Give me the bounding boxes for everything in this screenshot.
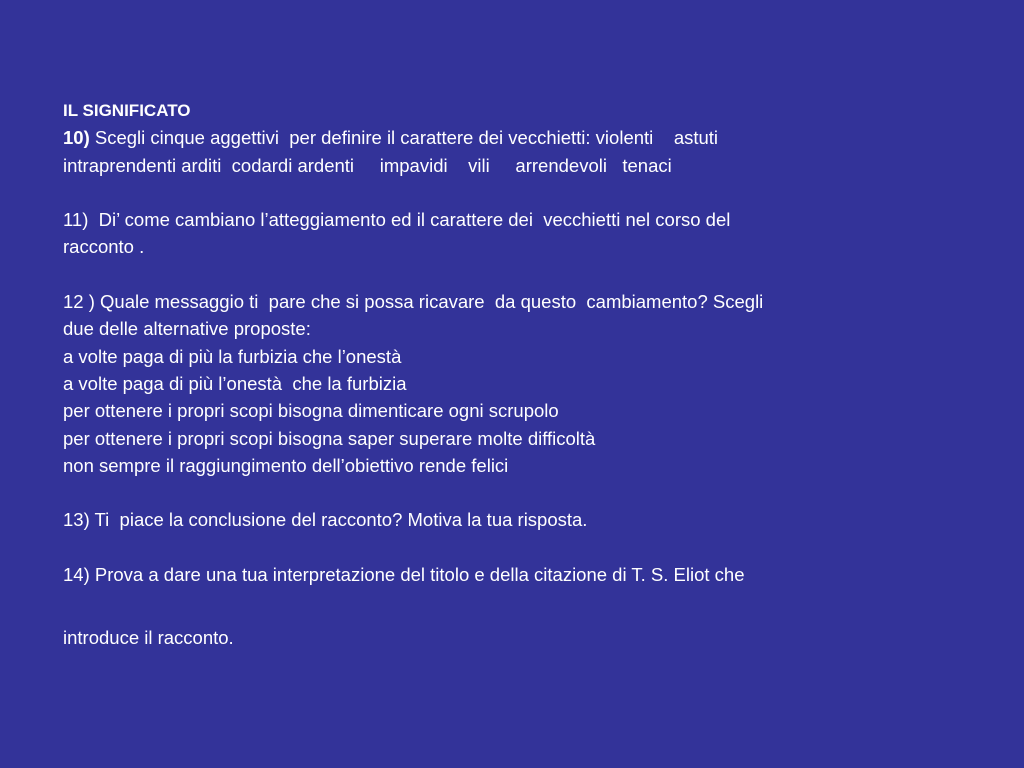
question-10-text: Scegli cinque aggettivi per definire il carattere dei vecchietti: violenti astuti (89, 127, 719, 149)
question-12-option-3: per ottenere i propri scopi bisogna dimenticare ogni scrupolo (63, 400, 559, 422)
question-12-line-2: due delle alternative proposte: (63, 318, 311, 340)
question-13-line-1: 13) Ti piace la conclusione del racconto? Motiva la tua risposta. (63, 509, 588, 531)
question-11-line-2: racconto . (63, 236, 145, 258)
question-10-line-2: intraprendenti arditi codardi ardenti impavidi vili arrendevoli tenaci (63, 154, 672, 176)
question-14-line-1: 14) Prova a dare una tua interpretazione del titolo e della citazione di T. S. Eliot che (63, 564, 745, 586)
question-12-option-2: a volte paga di più l’onestà che la furbizia (63, 372, 407, 394)
section-title: IL SIGNIFICATO (63, 101, 191, 120)
question-14-line-2: introduce il racconto. (63, 627, 234, 649)
question-10-line-1 (63, 124, 963, 151)
spacer (63, 534, 963, 561)
question-12-option-4: per ottenere i propri scopi bisogna saper superare molte difficoltà (63, 427, 596, 449)
question-10-number: 10) (63, 127, 90, 149)
question-11-line-1: 11) Di’ come cambiano l’atteggiamento ed il carattere dei vecchietti nel corso del (63, 209, 731, 231)
question-12-option-1: a volte paga di più la furbizia che l’onestà (63, 345, 402, 367)
question-12-line-1: 12 ) Quale messaggio ti pare che si possa ricavare da questo cambiamento? Scegli (63, 291, 764, 313)
spacer (63, 179, 963, 206)
spacer (63, 261, 963, 288)
spacer (63, 479, 963, 506)
spacer (63, 588, 963, 624)
question-12-option-5: non sempre il raggiungimento dell’obiettivo rende felici (63, 454, 509, 476)
slide-content (63, 97, 963, 652)
